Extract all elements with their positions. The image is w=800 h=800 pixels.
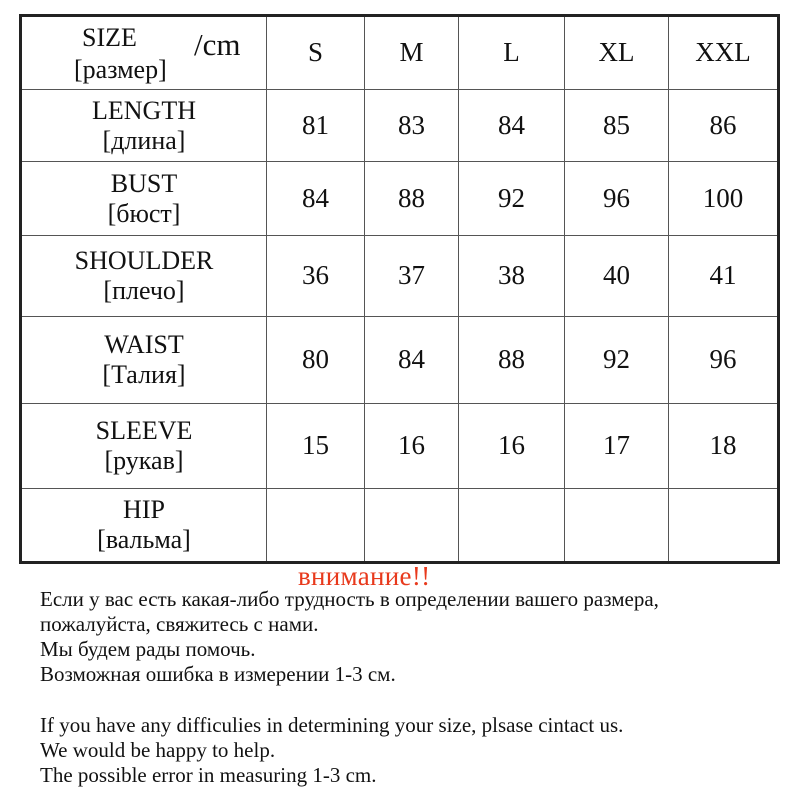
row-header-cell (21, 162, 267, 236)
table-cell: 17 (565, 404, 669, 489)
row-header-cell (21, 90, 267, 162)
table-cell: 96 (669, 317, 779, 404)
row-label: HIP (123, 495, 165, 525)
table-cell: 41 (669, 236, 779, 317)
table-cell: 37 (365, 236, 459, 317)
size-column-header: L (459, 16, 565, 90)
size-column-header: XL (565, 16, 669, 90)
table-cell (365, 489, 459, 563)
row-label: SLEEVE (95, 416, 193, 446)
size-column-header: M (365, 16, 459, 90)
table-cell: 81 (267, 90, 365, 162)
table-cell: 36 (267, 236, 365, 317)
row-label: BUST (110, 168, 178, 198)
russian-notes (40, 587, 659, 687)
table-cell (565, 489, 669, 563)
size-chart-table (19, 14, 780, 564)
table-cell: 84 (365, 317, 459, 404)
english-notes (40, 713, 623, 788)
note-line: Возможная ошибка в измерении 1-3 см. (40, 662, 396, 686)
table-cell: 84 (459, 90, 565, 162)
table-cell (669, 489, 779, 563)
table-row (21, 236, 779, 317)
row-label-ru: [длина] (102, 125, 186, 155)
table-cell: 38 (459, 236, 565, 317)
size-column-header: XXL (669, 16, 779, 90)
table-cell: 18 (669, 404, 779, 489)
table-cell: 80 (267, 317, 365, 404)
note-line: Мы будем рады помочь. (40, 637, 256, 661)
table-cell: 85 (565, 90, 669, 162)
row-label-ru: [вальма] (97, 525, 191, 554)
row-header-cell (21, 317, 267, 404)
table-cell: 88 (459, 317, 565, 404)
size-label: SIZE (82, 23, 137, 52)
table-cell: 92 (459, 162, 565, 236)
table-row (21, 489, 779, 563)
table-cell: 88 (365, 162, 459, 236)
table-cell: 15 (267, 404, 365, 489)
unit-label: /cm (194, 27, 241, 62)
table-cell: 40 (565, 236, 669, 317)
row-header-cell (21, 489, 267, 563)
table-cell: 16 (365, 404, 459, 489)
row-label: LENGTH (92, 95, 196, 125)
table-cell: 92 (565, 317, 669, 404)
row-header-cell (21, 236, 267, 317)
row-label: SHOULDER (74, 246, 214, 276)
table-cell: 86 (669, 90, 779, 162)
table-cell: 16 (459, 404, 565, 489)
size-label-ru: [размер] (74, 55, 167, 84)
row-label-ru: [бюст] (107, 198, 181, 228)
table-cell: 84 (267, 162, 365, 236)
size-header-row (21, 16, 779, 90)
attention-heading: внимание!! (298, 561, 431, 591)
table-row (21, 162, 779, 236)
table-cell (267, 489, 365, 563)
note-line: The possible error in measuring 1-3 cm. (40, 763, 377, 787)
note-line: We would be happy to help. (40, 738, 276, 762)
note-line: пожалуйста, свяжитесь с нами. (40, 612, 319, 636)
size-column-header: S (267, 16, 365, 90)
row-label-ru: [рукав] (104, 446, 184, 475)
table-cell: 83 (365, 90, 459, 162)
row-label-ru: [плечо] (103, 276, 185, 305)
table-row (21, 317, 779, 404)
table-cell (459, 489, 565, 563)
note-line: Если у вас есть какая-либо трудность в определении вашего размера, (40, 587, 659, 611)
row-label: WAIST (104, 330, 184, 360)
note-line: If you have any difficulies in determining your size, plsase cintact us. (40, 713, 624, 737)
table-cell: 96 (565, 162, 669, 236)
size-unit-header-cell (21, 16, 267, 90)
row-label-ru: [Талия] (102, 360, 186, 389)
table-row (21, 404, 779, 489)
table-cell: 100 (669, 162, 779, 236)
table-row (21, 90, 779, 162)
row-header-cell (21, 404, 267, 489)
